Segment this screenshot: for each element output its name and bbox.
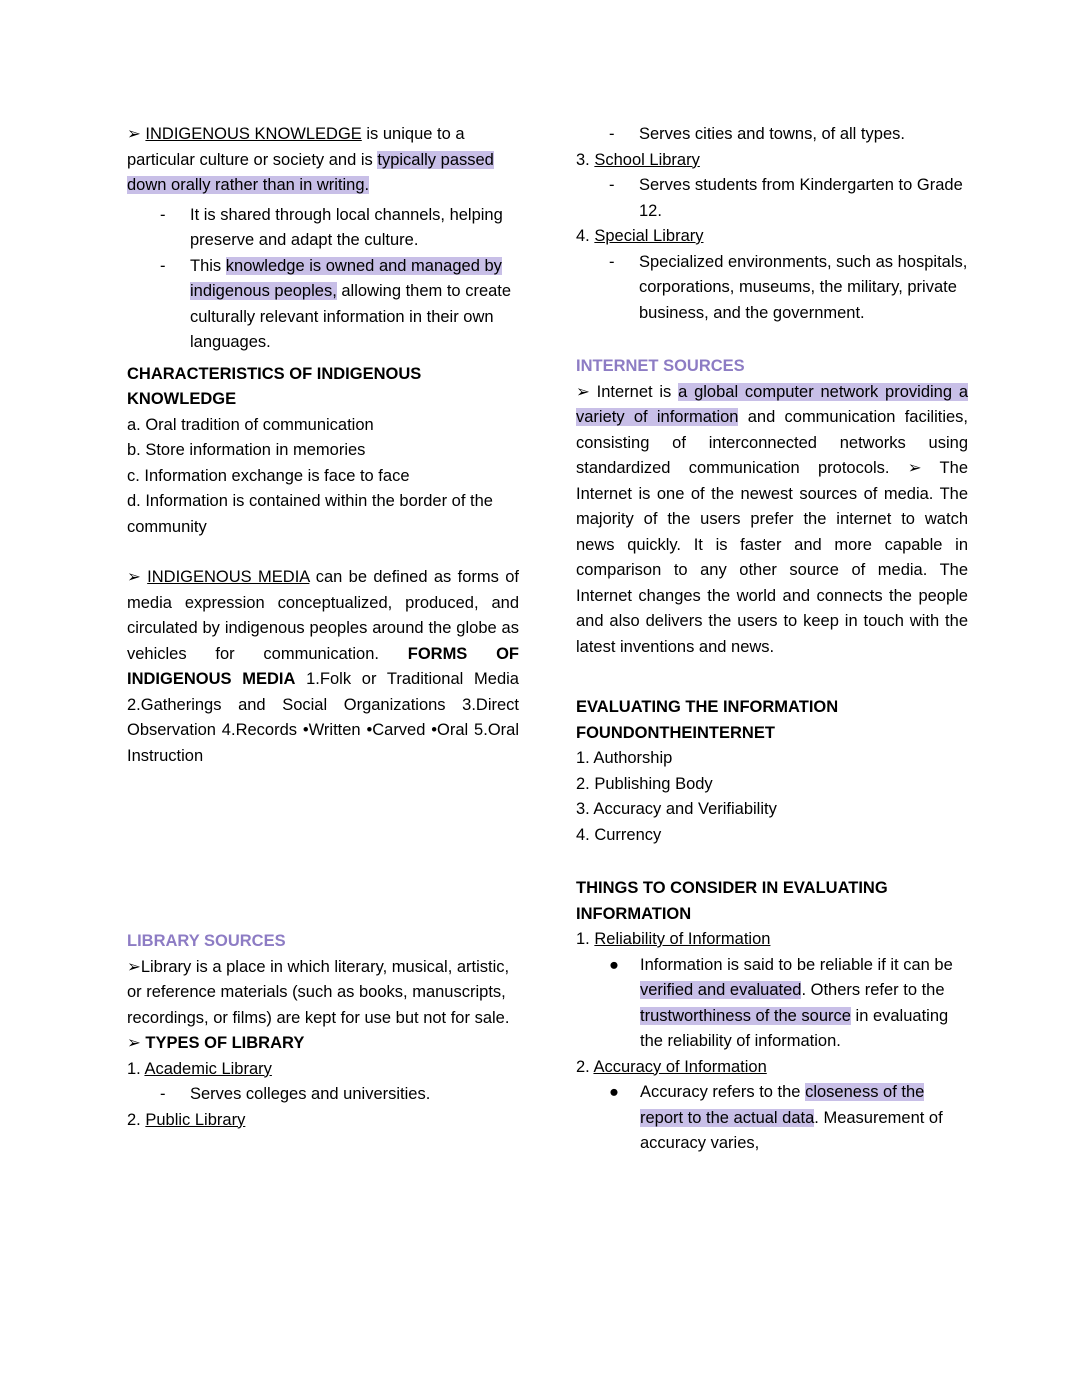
text-run: Accuracy refers to the: [640, 1083, 806, 1101]
paragraph-indigenous-knowledge: [127, 122, 519, 199]
heading-characteristics: CHARACTERISTICS OF INDIGENOUS KNOWLEDGE: [127, 364, 422, 408]
text-run: 3.: [576, 150, 595, 169]
list-item-characteristic: d. Information is contained within the border of the community: [127, 492, 493, 536]
text-run: Specialized environments, such as hospitals, corporations, museums, the military, private business, and the government.: [639, 252, 968, 322]
dash-marker: -: [609, 125, 615, 143]
list-item-text: [640, 1080, 968, 1157]
list-item: [576, 173, 968, 224]
list-item-accuracy-verifiability: 3. Accuracy and Verifiability: [576, 800, 777, 818]
text-run: Serves cities and towns, of all types.: [639, 125, 905, 143]
list-item-text: [639, 173, 968, 224]
text-run: ➢: [127, 125, 146, 143]
text-run: ➢Library is a place in which literary, musical, artistic, or reference materials (such as books, manuscripts, recordings, or films) are kept for use but not for sale.: [127, 957, 510, 1027]
text-run: ➢: [127, 1034, 146, 1052]
list-item-text: [190, 203, 519, 254]
list-item: [576, 250, 968, 327]
text-run: verified and evaluated: [640, 981, 802, 999]
text-run: in evaluating the reliability of information.: [640, 1006, 949, 1050]
list-item-characteristic: b. Store information in memories: [127, 441, 366, 459]
list-item-public-library: [127, 1108, 519, 1134]
list-item-special-library: [576, 224, 968, 250]
text-run: trustworthiness of the source: [640, 1006, 851, 1025]
list-item: [127, 1082, 519, 1108]
text-run: 1.: [127, 1059, 145, 1078]
text-run: a global computer network providing a variety of information: [576, 382, 968, 426]
list-item-text: [639, 122, 968, 148]
heading-library-sources: LIBRARY SOURCES: [127, 932, 286, 950]
list-item: [127, 203, 519, 254]
text-run: typically passed down orally rather than in writing.: [127, 150, 494, 194]
text-run: It is shared through local channels, helping preserve and adapt the culture.: [190, 205, 503, 249]
list-item-currency: 4. Currency: [576, 825, 662, 844]
text-run: ➢: [127, 568, 148, 586]
text-run: Reliability of Information: [594, 930, 771, 948]
text-run: ➢ Internet is: [576, 382, 679, 401]
heading-internet-sources: INTERNET SOURCES: [576, 357, 745, 375]
bullet-marker: ●: [609, 1083, 619, 1101]
text-run: closeness of the report to the actual data: [640, 1083, 925, 1127]
paragraph-indigenous-media: [127, 565, 519, 769]
heading-evaluating-information: [576, 695, 968, 746]
text-run: . Measurement of accuracy varies,: [640, 1108, 943, 1152]
dash-marker: -: [609, 176, 615, 194]
list-item-characteristic: c. Information exchange is face to face: [127, 466, 410, 485]
heading-types-of-library: [127, 1031, 519, 1057]
dash-marker: -: [160, 1085, 166, 1103]
text-run: This: [190, 256, 226, 275]
list-item: [127, 254, 519, 356]
text-run: can be defined as forms of media expression conceptualized, produced, and circulated by indigenous peoples around the globe as vehicles for communication.: [127, 568, 519, 663]
list-item-publishing-body: 2. Publishing Body: [576, 774, 713, 793]
list-item-text: [639, 250, 968, 327]
text-run: Public Library: [145, 1110, 246, 1129]
text-run: is unique to a particular culture or society and is: [127, 125, 465, 169]
heading-line: FOUNDONTHEINTERNET: [576, 723, 775, 742]
right-column: [576, 122, 968, 1157]
text-run: School Library: [594, 150, 700, 169]
list-item-text: [190, 1082, 519, 1108]
text-run: knowledge is owned and managed by indigenous peoples,: [190, 256, 502, 300]
text-run: Information is said to be reliable if it can be: [640, 955, 953, 974]
text-run: 2.: [576, 1057, 594, 1076]
list-item-reliability: [576, 927, 968, 953]
dash-marker: -: [609, 252, 615, 271]
list-item-authorship: 1. Authorship: [576, 749, 673, 767]
left-column: [127, 122, 519, 1157]
text-run: TYPES OF LIBRARY: [145, 1034, 305, 1052]
list-item: [576, 1080, 968, 1157]
list-item: [576, 953, 968, 1055]
text-run: . Others refer to the: [801, 981, 945, 999]
list-item-text: [190, 254, 519, 356]
list-item-characteristic: a. Oral tradition of communication: [127, 415, 374, 434]
text-run: 1.Folk or Traditional Media 2.Gatherings and Social Organizations 3.Direct Observation 4.Records •Written •Carved •Oral 5.Oral Instruction: [127, 670, 519, 765]
heading-line: INFORMATION: [576, 904, 692, 923]
text-run: INDIGENOUS KNOWLEDGE: [145, 125, 362, 143]
text-run: INDIGENOUS MEDIA: [147, 568, 310, 586]
text-run: allowing them to create culturally relevant information in their own languages.: [190, 282, 512, 351]
list-item-school-library: [576, 148, 968, 174]
text-run: Special Library: [594, 227, 704, 245]
bullet-marker: ●: [609, 955, 619, 974]
text-run: Accuracy of Information: [593, 1057, 767, 1076]
text-run: Serves students from Kindergarten to Grade 12.: [639, 176, 963, 220]
text-run: FORMS OF INDIGENOUS MEDIA: [127, 644, 519, 688]
list-item: [576, 122, 968, 148]
text-run: Academic Library: [144, 1059, 272, 1078]
paragraph-internet: [576, 380, 968, 661]
text-run: and communication facilities, consisting of interconnected networks using standardized communication protocols. ➢ The Internet is one of the newest sources of media. The majority of the users prefer the internet to watch news quickly. It is faster and more capable in comparison to any other source of media. The Internet changes the world and connects the people and also delivers the users to keep in touch with the latest inventions and news.: [576, 408, 968, 656]
list-item-academic-library: [127, 1057, 519, 1083]
dash-marker: -: [160, 205, 166, 224]
dash-marker: -: [160, 256, 166, 275]
text-run: 4.: [576, 227, 595, 245]
heading-things-to-consider: [576, 876, 968, 927]
paragraph-library-definition: [127, 955, 519, 1032]
text-run: Serves colleges and universities.: [190, 1085, 431, 1103]
text-run: 2.: [127, 1110, 146, 1129]
heading-line: EVALUATING THE INFORMATION: [576, 698, 839, 716]
list-item-text: [640, 953, 968, 1055]
heading-line: THINGS TO CONSIDER IN EVALUATING: [576, 879, 888, 897]
text-run: 1.: [576, 930, 595, 948]
list-item-accuracy: [576, 1055, 968, 1081]
